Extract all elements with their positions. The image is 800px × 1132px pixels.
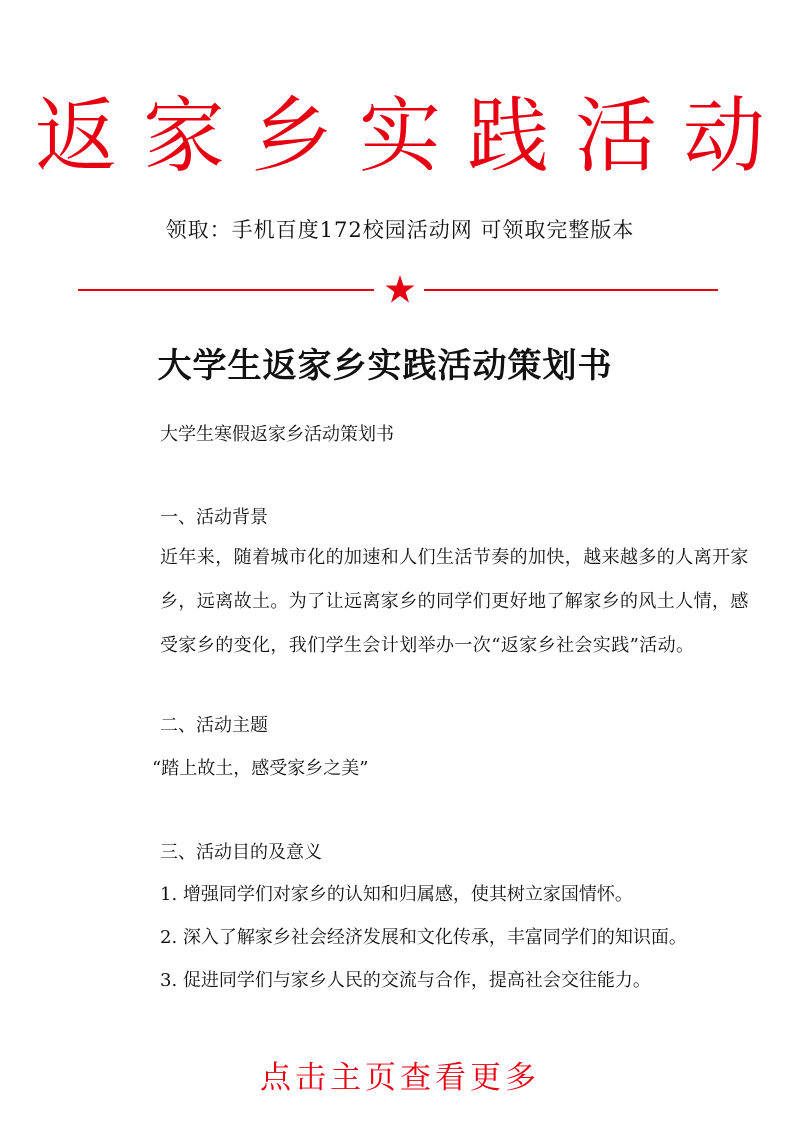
section-heading-theme: 二、活动主题: [160, 715, 268, 736]
document-title: 大学生返家乡实践活动策划书: [157, 346, 613, 386]
divider-rule-left: [78, 289, 374, 291]
star-divider: [78, 272, 718, 308]
section-body-background: 近年来，随着城市化的加速和人们生活节奏的加快，越来越多的人离开家乡，远离故土。为了让远离家乡的同学们更好地了解家乡的风土人情，感受家乡的变化，我们学生会计划举办一次“返家乡社会实践”活动。: [160, 547, 749, 656]
section-heading-background: 一、活动背景: [160, 507, 268, 528]
list-item: 2. 深入了解家乡社会经济发展和文化传承，丰富同学们的知识面。: [160, 927, 687, 948]
list-item: 3. 促进同学们与家乡人民的交流与合作，提高社会交往能力。: [160, 970, 651, 991]
download-hint: 领取：手机百度172校园活动网 可领取完整版本: [165, 218, 635, 242]
divider-rule-right: [424, 289, 718, 291]
list-item: 1. 增强同学们对家乡的认知和归属感，使其树立家国情怀。: [160, 884, 633, 905]
star-icon: [382, 272, 418, 308]
view-more-link[interactable]: 点击主页查看更多: [260, 1060, 540, 1096]
banner-title: 返家乡实践活动: [34, 89, 791, 184]
section-body-theme: “踏上故土，感受家乡之美”: [152, 758, 369, 779]
section-heading-purpose: 三、活动目的及意义: [160, 842, 322, 863]
document-subtitle: 大学生寒假返家乡活动策划书: [160, 424, 394, 445]
